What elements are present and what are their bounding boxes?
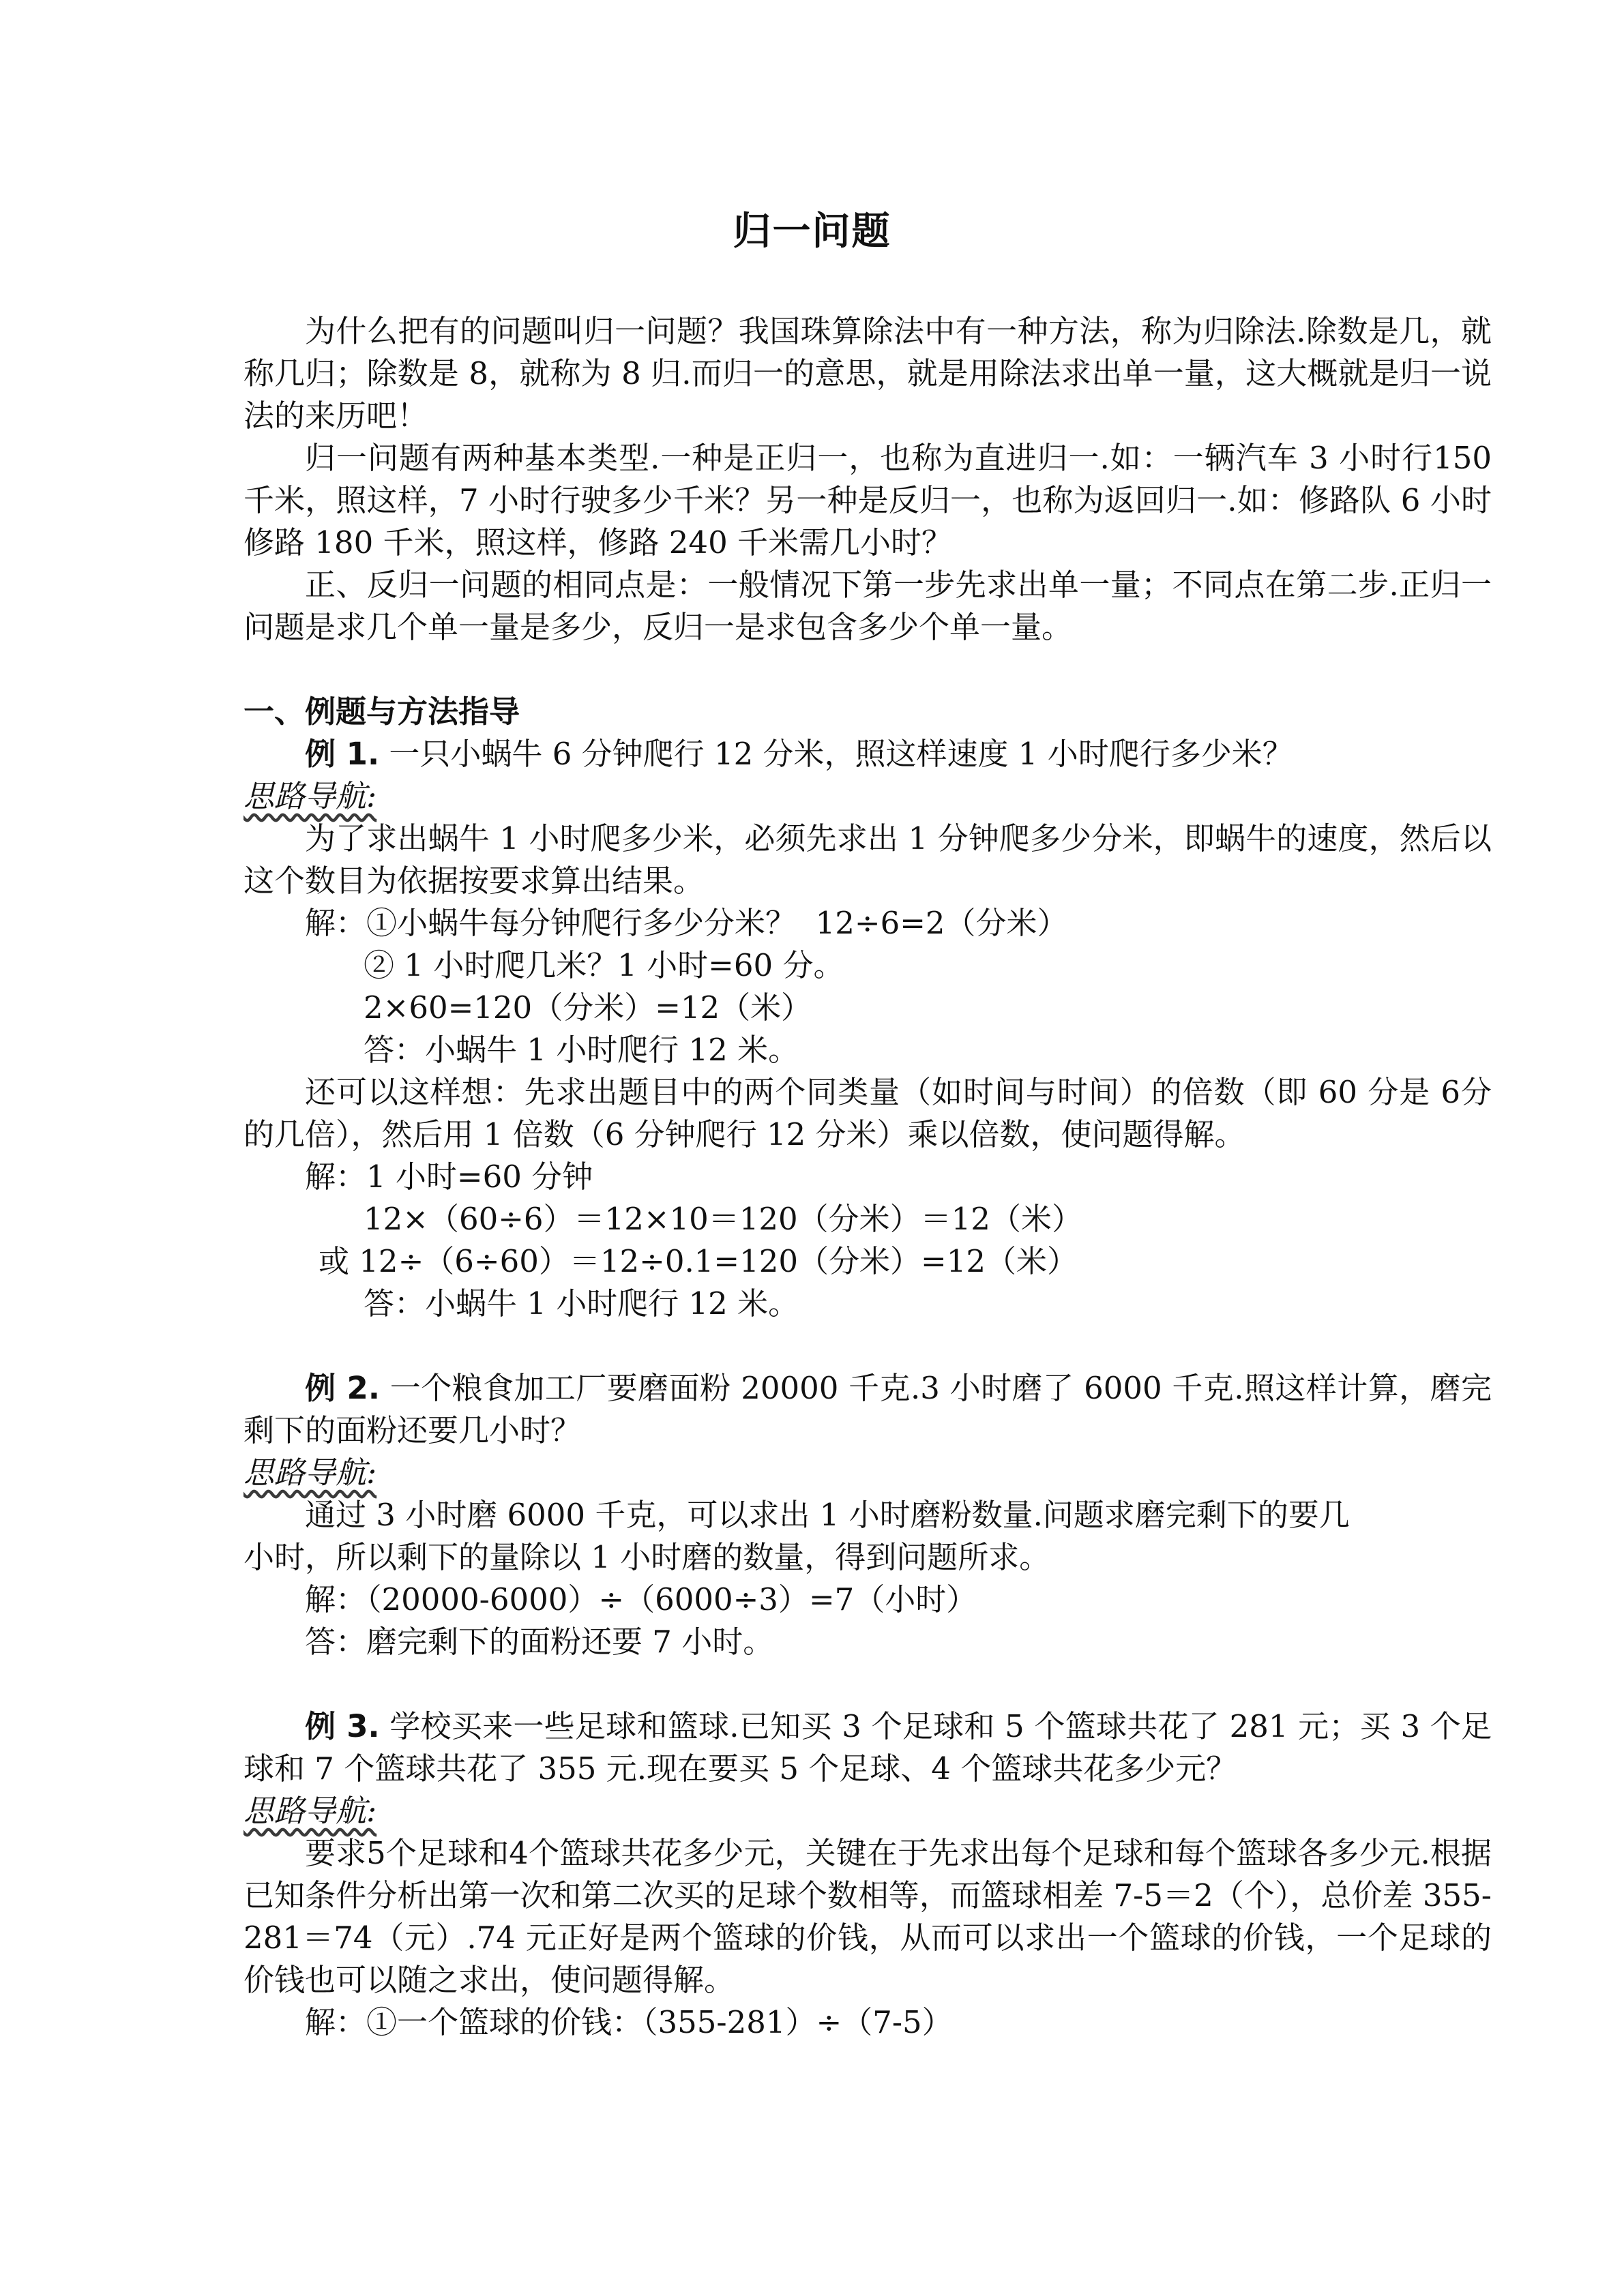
example-1-alt-answer: 答：小蜗牛 1 小时爬行 12 米。 (364, 1285, 799, 1322)
intro-paragraph-3: 正、反归一问题的相同点是：一般情况下第一步先求出单一量；不同点在第二步.正归一问题是求几个单一量是多少，反归一是求包含多少个单一量。 (243, 567, 1492, 645)
example-1-alt-step-2: 12×（60÷6）＝12×10＝120（分米）＝12（米） (364, 1201, 1082, 1237)
example-1-solution-step-1: 解：①小蜗牛每分钟爬行多少分米？ 12÷6=2（分米） (305, 905, 1068, 941)
example-2-nav-label: 思路导航: (243, 1455, 377, 1491)
spacer (243, 1325, 1492, 1367)
example-1-nav-text: 为了求出蜗牛 1 小时爬多少米，必须先求出 1 分钟爬多少分米，即蜗牛的速度，然后以这个数目为依据按要求算出结果。 (243, 820, 1492, 899)
example-1-nav-label: 思路导航: (243, 778, 377, 814)
example-2-nav-line-1: 通过 3 小时磨 6000 千克，可以求出 1 小时磨粉数量.问题求磨完剩下的要几 (305, 1497, 1350, 1533)
example-1-solution-step-2: ② 1 小时爬几米？1 小时=60 分。 (364, 947, 844, 983)
example-2-answer: 答：磨完剩下的面粉还要 7 小时。 (305, 1624, 774, 1660)
example-1-alt-step-1: 解：1 小时=60 分钟 (305, 1159, 593, 1195)
example-3-solution-step-1: 解：①一个篮球的价钱：（355-281）÷（7-5） (305, 2004, 953, 2040)
example-1-question-text: 一只小蜗牛 6 分钟爬行 12 分米，照这样速度 1 小时爬行多少米？ (389, 736, 1293, 772)
section-heading: 一、例题与方法指导 (243, 694, 520, 730)
example-3-question (243, 1705, 1492, 1790)
example-2-question-text: 一个粮食加工厂要磨面粉 20000 千克.3 小时磨了 6000 千克.照这样计算，磨完剩下的面粉还要几小时？ (243, 1370, 1492, 1448)
example-1-question (243, 733, 1492, 775)
spacer (243, 1663, 1492, 1705)
example-1-alt-text: 还可以这样想：先求出题目中的两个同类量（如时间与时间）的倍数（即 60 分是 6分的几倍），然后用 1 倍数（6 分钟爬行 12 分米）乘以倍数，使问题得解。 (243, 1074, 1492, 1152)
example-1-alt-step-3: 或 12÷（6÷60）＝12÷0.1=120（分米）=12（米） (319, 1243, 1078, 1279)
example-3-nav-text: 要求5个足球和4个篮球共花多少元，关键在于先求出每个足球和每个篮球各多少元.根据已知条件分析出第一次和第二次买的足球个数相等，而篮球相差 7-5＝2（个），总价差 355-281＝74（元）.74 元正好是两个篮球的价钱，从而可以求出一个篮球的价钱，一个足球的价钱也可以随之求出，使问题得解。 (243, 1835, 1492, 1998)
example-2-solution: 解：（20000-6000）÷（6000÷3）=7（小时） (305, 1581, 977, 1617)
example-2-question (243, 1367, 1492, 1452)
spacer (243, 648, 1492, 691)
example-1-answer: 答：小蜗牛 1 小时爬行 12 米。 (364, 1032, 799, 1068)
example-2-label: 例 2. (305, 1370, 380, 1406)
example-3-question-text: 学校买来一些足球和篮球.已知买 3 个足球和 5 个篮球共花了 281 元；买 3 个足球和 7 个篮球共花了 355 元.现在要买 5 个足球、4 个篮球共花多少元？ (243, 1708, 1492, 1787)
intro-paragraph-2: 归一问题有两种基本类型.一种是正归一，也称为直进归一.如：一辆汽车 3 小时行150 千米，照这样，7 小时行驶多少千米？另一种是反归一，也称为返回归一.如：修路队 6 小时修路 180 千米，照这样，修路 240 千米需几小时？ (243, 440, 1492, 561)
example-2-nav-line-2: 小时，所以剩下的量除以 1 小时磨的数量，得到问题所求。 (243, 1539, 1050, 1575)
example-1-solution-step-3: 2×60=120（分米）=12（米） (364, 989, 812, 1026)
example-3-label: 例 3. (305, 1708, 380, 1744)
example-3-nav-label: 思路导航: (243, 1793, 377, 1829)
example-1-label: 例 1. (305, 736, 380, 772)
intro-paragraph-1: 为什么把有的问题叫归一问题？我国珠算除法中有一种方法，称为归除法.除数是几，就称几归；除数是 8，就称为 8 归.而归一的意思，就是用除法求出单一量，这大概就是归一说法的来历吧！ (243, 313, 1492, 434)
page-title: 归一问题 (733, 209, 891, 254)
document-body (243, 310, 1492, 2044)
